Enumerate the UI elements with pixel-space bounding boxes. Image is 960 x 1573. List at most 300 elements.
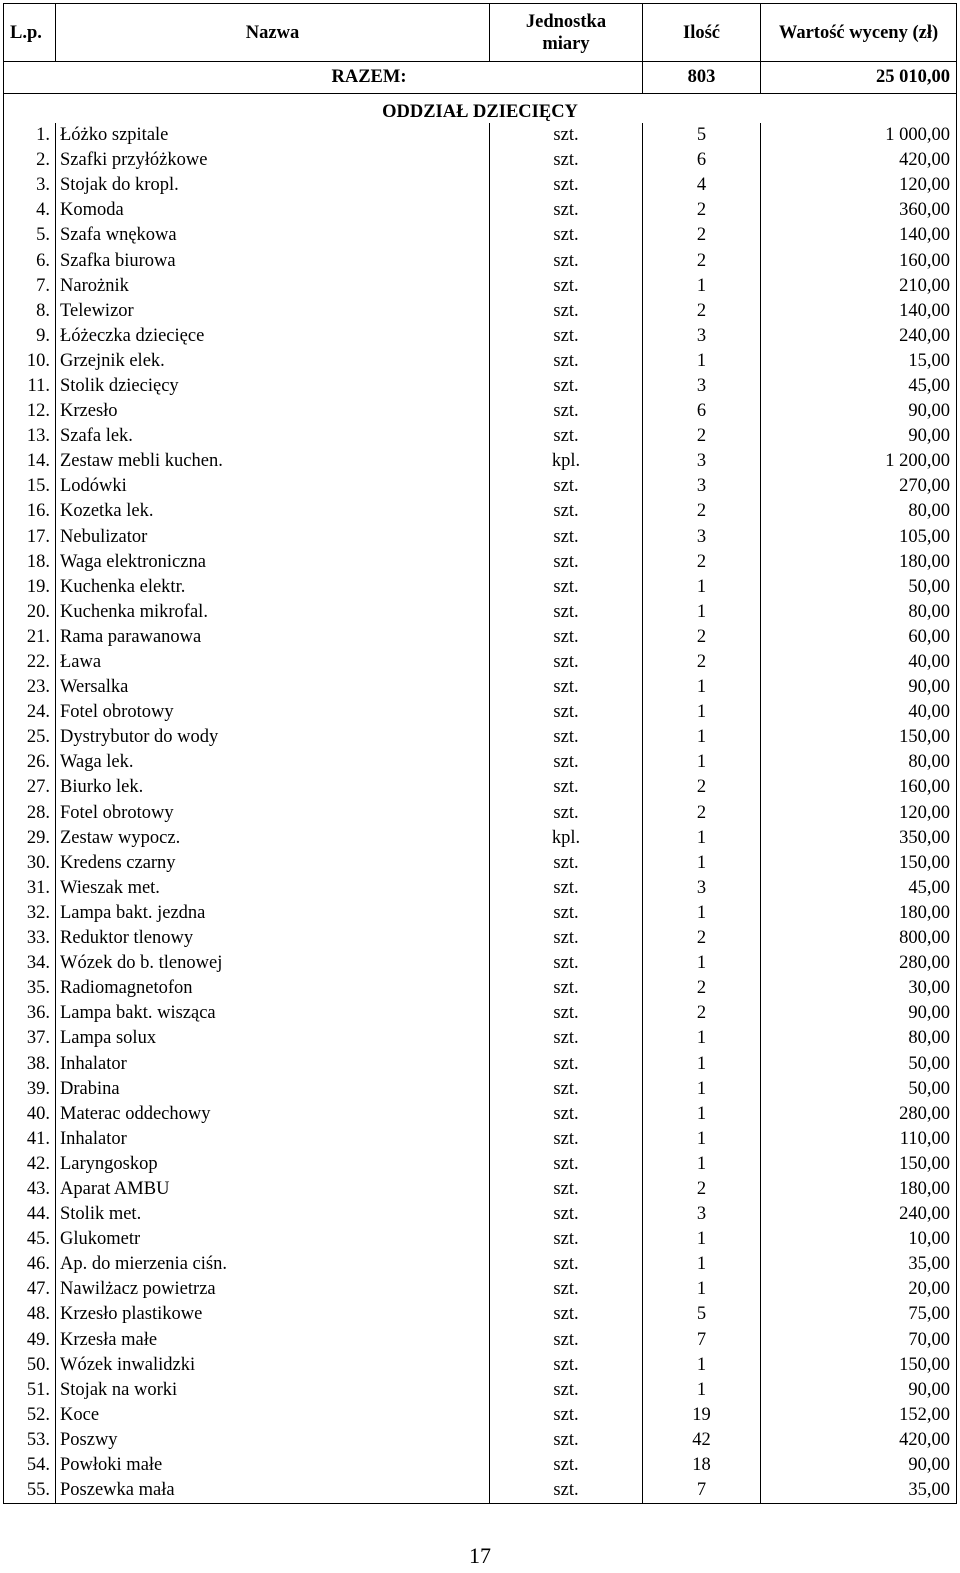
row-value: 50,00 [761, 1077, 957, 1102]
row-name: Telewizor [56, 299, 490, 324]
row-qty: 1 [643, 1102, 761, 1127]
row-value: 60,00 [761, 625, 957, 650]
table-row [4, 1277, 957, 1302]
row-lp: 18. [4, 550, 56, 575]
row-lp: 9. [4, 324, 56, 349]
row-unit: szt. [490, 148, 643, 173]
row-lp: 29. [4, 826, 56, 851]
row-unit: szt. [490, 575, 643, 600]
row-qty: 1 [643, 274, 761, 299]
row-name: Wieszak met. [56, 876, 490, 901]
table-row [4, 1353, 957, 1378]
table-row [4, 1403, 957, 1428]
header-name: Nazwa [56, 4, 490, 62]
table-row [4, 198, 957, 223]
row-lp: 8. [4, 299, 56, 324]
table-row [4, 525, 957, 550]
row-name: Kredens czarny [56, 851, 490, 876]
row-value: 140,00 [761, 299, 957, 324]
table-row [4, 1453, 957, 1478]
row-value: 90,00 [761, 1378, 957, 1403]
row-unit: szt. [490, 926, 643, 951]
row-name: Krzesło [56, 399, 490, 424]
table-row [4, 1328, 957, 1353]
row-qty: 2 [643, 801, 761, 826]
inventory-table [3, 3, 957, 1504]
row-lp: 39. [4, 1077, 56, 1102]
total-row [4, 62, 957, 94]
row-qty: 1 [643, 826, 761, 851]
row-name: Narożnik [56, 274, 490, 299]
row-value: 420,00 [761, 1428, 957, 1453]
row-qty: 1 [643, 1353, 761, 1378]
row-qty: 5 [643, 1302, 761, 1327]
table-row [4, 324, 957, 349]
row-value: 90,00 [761, 675, 957, 700]
row-qty: 2 [643, 976, 761, 1001]
row-qty: 2 [643, 625, 761, 650]
row-qty: 3 [643, 876, 761, 901]
row-name: Reduktor tlenowy [56, 926, 490, 951]
row-value: 180,00 [761, 1177, 957, 1202]
row-name: Poszwy [56, 1428, 490, 1453]
header-row [4, 4, 957, 62]
row-qty: 2 [643, 499, 761, 524]
row-name: Kozetka lek. [56, 499, 490, 524]
row-lp: 10. [4, 349, 56, 374]
row-unit: kpl. [490, 826, 643, 851]
row-name: Inhalator [56, 1127, 490, 1152]
row-lp: 7. [4, 274, 56, 299]
row-value: 90,00 [761, 424, 957, 449]
table-row [4, 700, 957, 725]
row-unit: szt. [490, 299, 643, 324]
row-name: Kuchenka mikrofal. [56, 600, 490, 625]
row-value: 80,00 [761, 600, 957, 625]
row-lp: 55. [4, 1478, 56, 1504]
row-qty: 1 [643, 750, 761, 775]
row-lp: 48. [4, 1302, 56, 1327]
row-lp: 2. [4, 148, 56, 173]
row-qty: 3 [643, 474, 761, 499]
table-row [4, 499, 957, 524]
row-value: 70,00 [761, 1328, 957, 1353]
row-name: Fotel obrotowy [56, 801, 490, 826]
row-unit: szt. [490, 725, 643, 750]
row-lp: 37. [4, 1026, 56, 1051]
row-lp: 38. [4, 1051, 56, 1076]
row-unit: szt. [490, 1302, 643, 1327]
row-value: 35,00 [761, 1478, 957, 1504]
row-name: Drabina [56, 1077, 490, 1102]
row-qty: 7 [643, 1328, 761, 1353]
total-label: RAZEM: [56, 62, 643, 94]
header-unit-line2: miary [542, 33, 590, 54]
row-unit: szt. [490, 399, 643, 424]
row-name: Stolik met. [56, 1202, 490, 1227]
table-row [4, 600, 957, 625]
row-name: Aparat AMBU [56, 1177, 490, 1202]
table-row [4, 1202, 957, 1227]
table-row [4, 775, 957, 800]
row-qty: 2 [643, 299, 761, 324]
row-lp: 53. [4, 1428, 56, 1453]
row-unit: szt. [490, 1051, 643, 1076]
row-qty: 2 [643, 550, 761, 575]
row-name: Wersalka [56, 675, 490, 700]
row-name: Materac oddechowy [56, 1102, 490, 1127]
row-name: Łóżeczka dziecięce [56, 324, 490, 349]
row-name: Radiomagnetofon [56, 976, 490, 1001]
row-unit: szt. [490, 198, 643, 223]
row-value: 45,00 [761, 876, 957, 901]
row-value: 50,00 [761, 575, 957, 600]
row-lp: 45. [4, 1227, 56, 1252]
row-unit: szt. [490, 349, 643, 374]
row-value: 120,00 [761, 801, 957, 826]
row-unit: szt. [490, 1026, 643, 1051]
row-qty: 4 [643, 173, 761, 198]
row-lp: 17. [4, 525, 56, 550]
row-value: 240,00 [761, 324, 957, 349]
row-unit: szt. [490, 525, 643, 550]
row-lp: 30. [4, 851, 56, 876]
table-row [4, 1428, 957, 1453]
row-lp: 27. [4, 775, 56, 800]
row-name: Kuchenka elektr. [56, 575, 490, 600]
row-value: 105,00 [761, 525, 957, 550]
row-qty: 1 [643, 1277, 761, 1302]
row-unit: szt. [490, 1378, 643, 1403]
row-qty: 1 [643, 851, 761, 876]
row-value: 150,00 [761, 725, 957, 750]
row-qty: 1 [643, 1127, 761, 1152]
row-name: Łóżko szpitale [56, 123, 490, 148]
row-value: 80,00 [761, 499, 957, 524]
row-unit: szt. [490, 1252, 643, 1277]
row-lp: 14. [4, 449, 56, 474]
row-name: Koce [56, 1403, 490, 1428]
table-row [4, 374, 957, 399]
table-row [4, 299, 957, 324]
row-lp: 23. [4, 675, 56, 700]
row-lp: 13. [4, 424, 56, 449]
row-qty: 7 [643, 1478, 761, 1504]
row-lp: 52. [4, 1403, 56, 1428]
row-name: Fotel obrotowy [56, 700, 490, 725]
row-value: 15,00 [761, 349, 957, 374]
row-name: Biurko lek. [56, 775, 490, 800]
row-unit: szt. [490, 1478, 643, 1504]
row-lp: 1. [4, 123, 56, 148]
row-qty: 1 [643, 600, 761, 625]
row-lp: 42. [4, 1152, 56, 1177]
table-body [4, 62, 957, 1504]
row-qty: 1 [643, 1077, 761, 1102]
row-value: 10,00 [761, 1227, 957, 1252]
row-unit: szt. [490, 248, 643, 273]
row-name: Rama parawanowa [56, 625, 490, 650]
table-row [4, 1001, 957, 1026]
row-value: 80,00 [761, 750, 957, 775]
table-row [4, 449, 957, 474]
row-unit: szt. [490, 675, 643, 700]
row-unit: szt. [490, 1102, 643, 1127]
table-row [4, 876, 957, 901]
row-lp: 15. [4, 474, 56, 499]
row-name: Laryngoskop [56, 1152, 490, 1177]
row-unit: szt. [490, 1453, 643, 1478]
header-lp: L.p. [4, 4, 56, 62]
table-row [4, 1378, 957, 1403]
row-lp: 26. [4, 750, 56, 775]
row-unit: szt. [490, 474, 643, 499]
row-lp: 32. [4, 901, 56, 926]
row-unit: szt. [490, 550, 643, 575]
row-name: Wózek do b. tlenowej [56, 951, 490, 976]
row-value: 90,00 [761, 399, 957, 424]
row-name: Krzesła małe [56, 1328, 490, 1353]
row-lp: 12. [4, 399, 56, 424]
row-qty: 18 [643, 1453, 761, 1478]
row-value: 50,00 [761, 1051, 957, 1076]
row-value: 1 200,00 [761, 449, 957, 474]
row-lp: 40. [4, 1102, 56, 1127]
total-qty: 803 [643, 62, 761, 94]
table-row [4, 901, 957, 926]
row-qty: 1 [643, 575, 761, 600]
row-qty: 1 [643, 1026, 761, 1051]
table-row [4, 1227, 957, 1252]
row-unit: szt. [490, 951, 643, 976]
row-name: Poszewka mała [56, 1478, 490, 1504]
table-row [4, 1252, 957, 1277]
row-qty: 2 [643, 198, 761, 223]
table-row [4, 399, 957, 424]
row-value: 40,00 [761, 650, 957, 675]
row-name: Zestaw mebli kuchen. [56, 449, 490, 474]
row-value: 80,00 [761, 1026, 957, 1051]
row-lp: 51. [4, 1378, 56, 1403]
row-value: 150,00 [761, 851, 957, 876]
table-row [4, 1127, 957, 1152]
row-qty: 5 [643, 123, 761, 148]
row-qty: 1 [643, 1152, 761, 1177]
row-name: Komoda [56, 198, 490, 223]
row-lp: 47. [4, 1277, 56, 1302]
row-qty: 1 [643, 901, 761, 926]
row-lp: 33. [4, 926, 56, 951]
table-row [4, 474, 957, 499]
row-name: Waga lek. [56, 750, 490, 775]
row-value: 90,00 [761, 1453, 957, 1478]
row-lp: 43. [4, 1177, 56, 1202]
row-qty: 1 [643, 951, 761, 976]
table-row [4, 1051, 957, 1076]
row-lp: 25. [4, 725, 56, 750]
row-qty: 1 [643, 1378, 761, 1403]
row-unit: szt. [490, 1177, 643, 1202]
row-value: 360,00 [761, 198, 957, 223]
row-value: 30,00 [761, 976, 957, 1001]
row-value: 40,00 [761, 700, 957, 725]
table-row [4, 926, 957, 951]
row-unit: szt. [490, 1127, 643, 1152]
table-row [4, 1077, 957, 1102]
row-qty: 1 [643, 1252, 761, 1277]
row-qty: 2 [643, 650, 761, 675]
row-value: 350,00 [761, 826, 957, 851]
table-row [4, 1302, 957, 1327]
row-qty: 3 [643, 324, 761, 349]
row-name: Nawilżacz powietrza [56, 1277, 490, 1302]
row-unit: szt. [490, 324, 643, 349]
row-value: 140,00 [761, 223, 957, 248]
row-lp: 49. [4, 1328, 56, 1353]
table-row [4, 424, 957, 449]
row-qty: 3 [643, 374, 761, 399]
table-row [4, 1177, 957, 1202]
row-name: Powłoki małe [56, 1453, 490, 1478]
row-qty: 1 [643, 1227, 761, 1252]
row-value: 160,00 [761, 248, 957, 273]
row-lp: 19. [4, 575, 56, 600]
row-unit: szt. [490, 1202, 643, 1227]
row-lp: 41. [4, 1127, 56, 1152]
row-value: 160,00 [761, 775, 957, 800]
row-unit: szt. [490, 1077, 643, 1102]
row-value: 180,00 [761, 550, 957, 575]
row-lp: 31. [4, 876, 56, 901]
row-unit: szt. [490, 775, 643, 800]
row-name: Inhalator [56, 1051, 490, 1076]
row-lp: 6. [4, 248, 56, 273]
row-unit: szt. [490, 650, 643, 675]
table-row [4, 1102, 957, 1127]
row-unit: szt. [490, 750, 643, 775]
total-value: 25 010,00 [761, 62, 957, 94]
row-unit: szt. [490, 801, 643, 826]
row-lp: 54. [4, 1453, 56, 1478]
row-lp: 44. [4, 1202, 56, 1227]
row-unit: szt. [490, 499, 643, 524]
row-value: 152,00 [761, 1403, 957, 1428]
row-name: Stolik dziecięcy [56, 374, 490, 399]
row-qty: 1 [643, 349, 761, 374]
row-qty: 19 [643, 1403, 761, 1428]
row-unit: szt. [490, 1428, 643, 1453]
table-row [4, 675, 957, 700]
row-unit: szt. [490, 976, 643, 1001]
row-value: 120,00 [761, 173, 957, 198]
row-name: Lampa bakt. jezdna [56, 901, 490, 926]
header-qty: Ilość [643, 4, 761, 62]
header-unit-line1: Jednostka [525, 11, 607, 32]
row-name: Nebulizator [56, 525, 490, 550]
row-value: 280,00 [761, 1102, 957, 1127]
row-value: 240,00 [761, 1202, 957, 1227]
table-row [4, 123, 957, 148]
row-lp: 22. [4, 650, 56, 675]
row-name: Szafki przyłóżkowe [56, 148, 490, 173]
row-unit: szt. [490, 1001, 643, 1026]
table-row [4, 1026, 957, 1051]
row-qty: 2 [643, 1177, 761, 1202]
table-row [4, 976, 957, 1001]
row-name: Lampa bakt. wisząca [56, 1001, 490, 1026]
row-unit: szt. [490, 274, 643, 299]
row-lp: 24. [4, 700, 56, 725]
table-row [4, 223, 957, 248]
table-row [4, 826, 957, 851]
row-name: Stojak na worki [56, 1378, 490, 1403]
table-row [4, 851, 957, 876]
row-value: 110,00 [761, 1127, 957, 1152]
row-unit: szt. [490, 424, 643, 449]
row-qty: 6 [643, 399, 761, 424]
row-lp: 4. [4, 198, 56, 223]
row-unit: szt. [490, 1353, 643, 1378]
row-unit: szt. [490, 851, 643, 876]
row-value: 1 000,00 [761, 123, 957, 148]
row-unit: szt. [490, 1403, 643, 1428]
table-row [4, 801, 957, 826]
table-row [4, 349, 957, 374]
row-lp: 3. [4, 173, 56, 198]
row-lp: 35. [4, 976, 56, 1001]
row-unit: kpl. [490, 449, 643, 474]
row-unit: szt. [490, 1328, 643, 1353]
row-unit: szt. [490, 223, 643, 248]
row-lp: 50. [4, 1353, 56, 1378]
row-value: 270,00 [761, 474, 957, 499]
table-row [4, 750, 957, 775]
table-row [4, 550, 957, 575]
row-name: Dystrybutor do wody [56, 725, 490, 750]
row-value: 150,00 [761, 1152, 957, 1177]
row-unit: szt. [490, 600, 643, 625]
row-qty: 1 [643, 725, 761, 750]
row-unit: szt. [490, 374, 643, 399]
table-row [4, 274, 957, 299]
row-lp: 46. [4, 1252, 56, 1277]
table-row [4, 248, 957, 273]
row-name: Zestaw wypocz. [56, 826, 490, 851]
row-unit: szt. [490, 876, 643, 901]
row-name: Lampa solux [56, 1026, 490, 1051]
row-unit: szt. [490, 173, 643, 198]
row-qty: 1 [643, 675, 761, 700]
table-row [4, 625, 957, 650]
row-value: 800,00 [761, 926, 957, 951]
row-unit: szt. [490, 901, 643, 926]
row-name: Glukometr [56, 1227, 490, 1252]
row-value: 20,00 [761, 1277, 957, 1302]
row-unit: szt. [490, 123, 643, 148]
row-value: 75,00 [761, 1302, 957, 1327]
table-row [4, 575, 957, 600]
header-unit [490, 4, 643, 62]
table-row [4, 1478, 957, 1504]
header-value: Wartość wyceny (zł) [761, 4, 957, 62]
row-name: Stojak do kropl. [56, 173, 490, 198]
row-lp: 5. [4, 223, 56, 248]
row-name: Krzesło plastikowe [56, 1302, 490, 1327]
row-lp: 21. [4, 625, 56, 650]
row-name: Wózek inwalidzki [56, 1353, 490, 1378]
row-name: Szafka biurowa [56, 248, 490, 273]
row-qty: 2 [643, 248, 761, 273]
